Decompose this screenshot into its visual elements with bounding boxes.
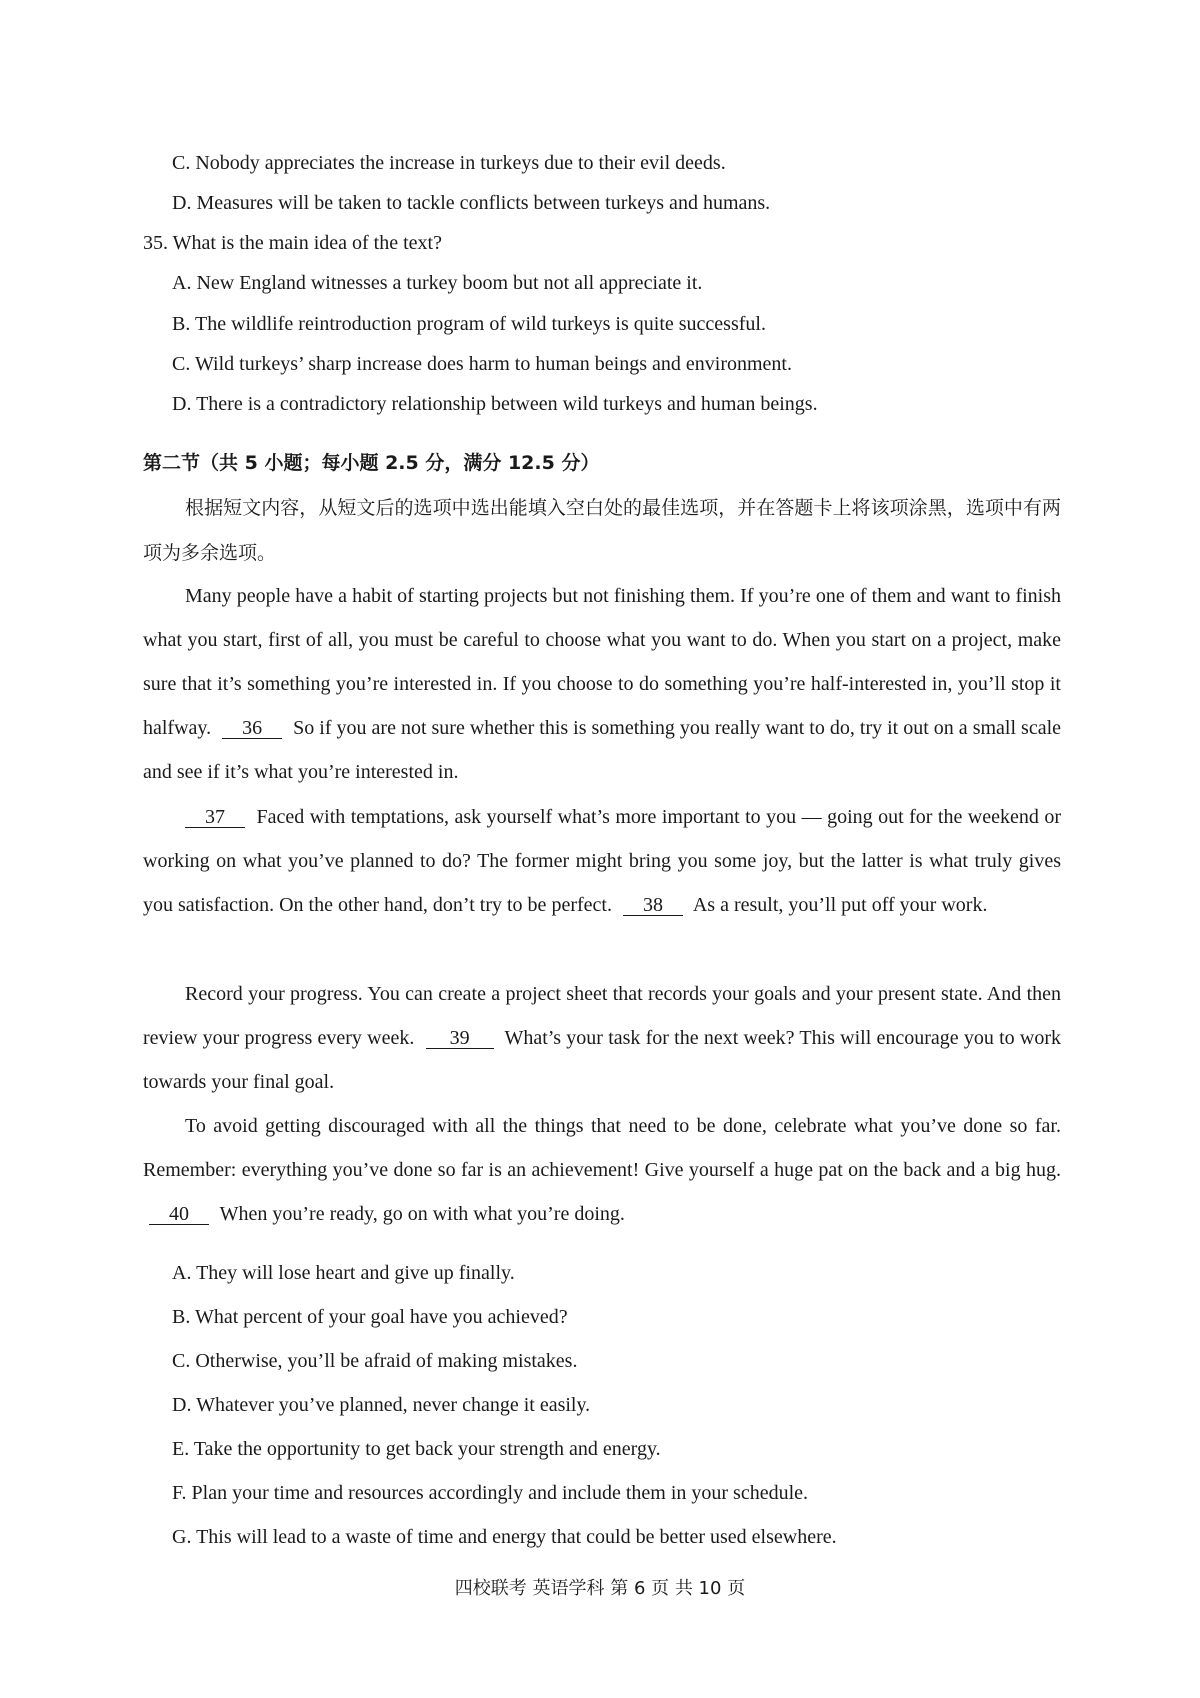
passage-paragraph-4: To avoid getting discouraged with all the things that need to be done, celebrate what you’ve done so far. Remember: everything you’ve done so far is an achievement! Give yourself a huge pat on the back and a big hug. 40 When you’re ready, go on with what you’re doing. — [143, 1115, 1061, 1225]
choice-g: G. This will lead to a waste of time and energy that could be better used elsewhere. — [172, 1526, 837, 1548]
q35-option-c: C. Wild turkeys’ sharp increase does harm to human beings and environment. — [172, 353, 792, 375]
page-footer: 四校联考 英语学科 第 6 页 共 10 页 — [454, 1578, 746, 1599]
option-c-prev: C. Nobody appreciates the increase in turkeys due to their evil deeds. — [172, 152, 726, 174]
q35-option-a: A. New England witnesses a turkey boom but not all appreciate it. — [172, 272, 703, 294]
blank-40: 40 — [149, 1204, 209, 1225]
choice-c: C. Otherwise, you’ll be afraid of making mistakes. — [172, 1350, 578, 1372]
section-title: 第二节（共 5 小题；每小题 2.5 分，满分 12.5 分） — [143, 452, 600, 474]
q35-option-d: D. There is a contradictory relationship between wild turkeys and human beings. — [172, 393, 818, 415]
choice-e: E. Take the opportunity to get back your strength and energy. — [172, 1438, 661, 1460]
choice-f: F. Plan your time and resources accordingly and include them in your schedule. — [172, 1482, 809, 1504]
choice-b: B. What percent of your goal have you achieved? — [172, 1306, 568, 1328]
blank-39: 39 — [426, 1028, 494, 1049]
question-35: 35. What is the main idea of the text? — [143, 232, 442, 254]
section-instruction: 根据短文内容，从短文后的选项中选出能填入空白处的最佳选项，并在答题卡上将该项涂黑，选项中有两项为多余选项。 — [143, 497, 1061, 564]
passage-paragraph-1: Many people have a habit of starting projects but not finishing them. If you’re one of them and want to finish what you start, first of all, you must be careful to choose what you want to do. When you start on a project, make sure that it’s something you’re interested in. If you choose to do something you’re half-interested in, you’ll stop it halfway. 36 So if you are not sure whether this is something you really want to do, try it out on a small scale and see if it’s what you’re interested in. — [143, 585, 1062, 783]
choice-a: A. They will lose heart and give up finally. — [172, 1262, 515, 1284]
choice-d: D. Whatever you’ve planned, never change it easily. — [172, 1394, 591, 1416]
blank-38: 38 — [623, 895, 683, 916]
passage-paragraph-2: 37 Faced with temptations, ask yourself what’s more important to you — going out for the weekend or working on what you’ve planned to do? The former might bring you some joy, but the latter is what truly gives you satisfaction. On the other hand, don’t try to be perfect. 38 As a result, you’ll put off your work. — [143, 806, 1061, 916]
passage-paragraph-3: Record your progress. You can create a project sheet that records your goals and your present state. And then review your progress every week. 39 What’s your task for the next week? This will encourage you to work towards your final goal. — [143, 983, 1062, 1093]
blank-36: 36 — [222, 718, 282, 739]
q35-option-b: B. The wildlife reintroduction program of wild turkeys is quite successful. — [172, 313, 766, 335]
blank-37: 37 — [185, 807, 245, 828]
option-d-prev: D. Measures will be taken to tackle conflicts between turkeys and humans. — [172, 192, 771, 214]
